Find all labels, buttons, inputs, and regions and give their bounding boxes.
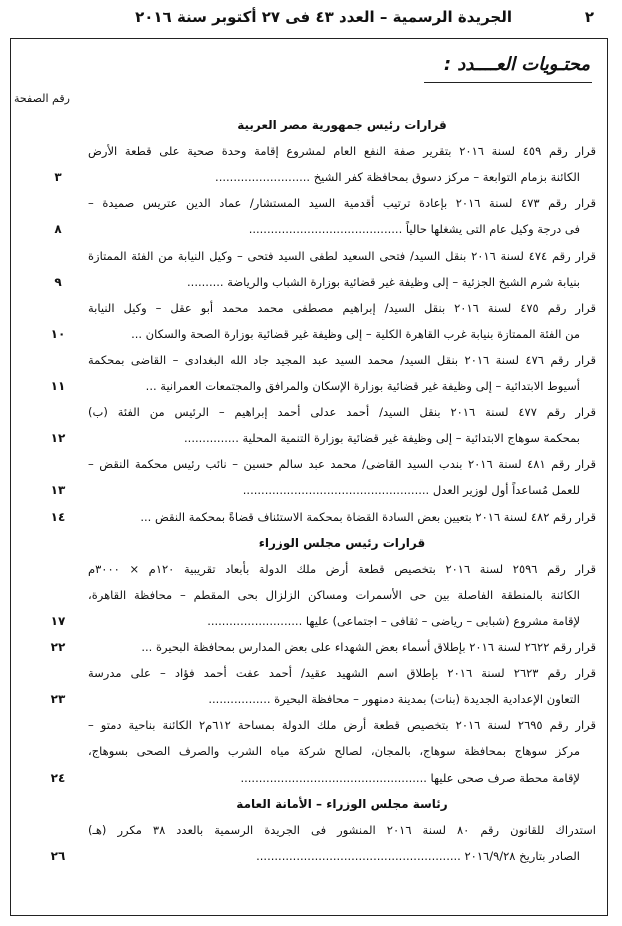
toc-page-number: ٢٣ [50,692,66,707]
toc-entry-last-line: أسيوط الابتدائية – إلى وظيفة غير قضائية بوزارة الإسكان والمرافق والمجتمعات العمرانية ... [145,379,580,393]
toc-page-number: ٢٤ [50,770,66,785]
toc-page-number: ١٧ [50,613,66,628]
toc-entry-line: قرار رقم ٢٥٩٦ لسنة ٢٠١٦ بتخصيص قطعة أرض ملك الدولة بأبعاد تقريبية ١٢٠م × ٣٠٠٠م [88,561,596,576]
page-header [0,6,622,32]
toc-entry-line: قرار رقم ٤٧٤ لسنة ٢٠١٦ بنقل السيد/ فتحى السعيد لطفى السيد فتحى – وكيل النيابة من الفئة الممتازة [88,248,596,263]
toc-entry-last-line: فى درجة وكيل عام التى يشغلها حالياً .......................................... [248,222,580,237]
toc-entry-last-line: قرار رقم ٤٨٢ لسنة ٢٠١٦ بتعيين بعض السادة القضاة بمحكمة الاستئناف قضاةً بمحكمة النقض ... [140,509,596,524]
toc-page-number: ١٤ [50,509,66,524]
section-heading: قرارات رئيس جمهورية مصر العربية [237,118,447,132]
toc-entry-line: مركز سوهاج بمحافظة سوهاج، بالمجان، لصالح شركة مياه الشرب والصرف الصحى بسوهاج، [88,744,580,759]
toc-entry-line: استدراك للقانون رقم ٨٠ لسنة ٢٠١٦ المنشور فى الجريدة الرسمية بالعدد ٣٨ مكرر (هـ) [88,822,596,837]
gazette-header-title: الجريدة الرسمية – العدد ٤٣ فى ٢٧ أكتوبر سنة ٢٠١٦ [135,8,512,26]
section-heading: رئاسة مجلس الوزراء – الأمانة العامة [236,796,448,811]
toc-title-underline [424,82,592,83]
toc-entry-line: قرار رقم ٤٧٦ لسنة ٢٠١٦ بنقل السيد/ محمد السيد عبد المجيد جاد الله البغدادى – القاضى بمحكمة [88,352,596,367]
toc-entry-last-line: الصادر بتاريخ ٢٠١٦/٩/٢٨ ........................................................ [256,848,580,863]
toc-entry-last-line: الكائنة بزمام التوابعة – مركز دسوق بمحافظة كفر الشيخ .......................... [215,170,580,185]
toc-entry-line: قرار رقم ٤٧٣ لسنة ٢٠١٦ بإعادة ترتيب أقدمية السيد المستشار/ عماد الدين عتريس صميدة – [88,196,596,211]
toc-entry-line: قرار رقم ٤٧٧ لسنة ٢٠١٦ بنقل السيد/ أحمد عدلى أحمد إبراهيم – الرئيس من الفئة (ب) [88,405,596,420]
toc-page-number: ١٣ [50,483,66,498]
section-heading: قرارات رئيس مجلس الوزراء [258,535,426,550]
toc-entry-line: قرار رقم ٢٦٩٥ لسنة ٢٠١٦ بتخصيص قطعة أرض ملك الدولة بمساحة ٦١٢م٢ الكائنة بناحية دمتو – [88,718,596,733]
toc-entry-line: قرار رقم ٤٨١ لسنة ٢٠١٦ بندب السيد القاضى/ محمد عبد سالم حسين – نائب رئيس محكمة النقض – [88,457,596,472]
toc-entry-last-line: التعاون الإعدادية الجديدة (بنات) بمدينة دمنهور – محافظة البحيرة ................. [208,692,580,707]
toc-page-number: ٩ [54,274,62,289]
toc-entry-last-line: قرار رقم ٢٦٢٢ لسنة ٢٠١٦ بإطلاق أسماء بعض الشهداء على بعض المدارس بمحافظة البحيرة ... [141,640,596,654]
toc-page-number: ١١ [50,379,66,393]
toc-entry-line: قرار رقم ٢٦٢٣ لسنة ٢٠١٦ بإطلاق اسم الشهيد عقيد/ أحمد عفت أحمد فؤاد – على مدرسة [88,666,596,681]
toc-entry-line: قرار رقم ٤٥٩ لسنة ٢٠١٦ بتقرير صفة النفع العام لمشروع إقامة وحدة صحية على قطعة الأرض [88,144,596,159]
toc-entry-last-line: للعمل مُساعداً أول لوزير العدل ................................................... [242,483,580,498]
toc-title: محتـويات العــــدد : [443,54,590,75]
toc-entry-line: قرار رقم ٤٧٥ لسنة ٢٠١٦ بنقل السيد/ إبراهيم مصطفى محمد محمد أبو عقل – وكيل النيابة [88,300,596,315]
toc-page-number: ٢٦ [50,848,66,863]
toc-entry-last-line: لإقامة مشروع (شبابى – رياضى – ثقافى – اجتماعى) عليها .......................... [207,613,580,628]
toc-page-number: ٨ [54,222,62,237]
toc-page-number: ٣ [54,170,62,185]
toc-entry-last-line: لإقامة محطة صرف صحى عليها ................................................... [240,770,580,785]
toc-entry-last-line: من الفئة الممتازة بنيابة غرب القاهرة الكلية – إلى وظيفة غير قضائية بوزارة الصحة والسكان ... [131,326,580,341]
page-column-label: رقم الصفحة [14,92,70,105]
toc-entry-last-line: بمحكمة سوهاج الابتدائية – إلى وظيفة غير قضائية بوزارة التنمية المحلية ............... [184,431,580,446]
toc-page-number: ١٠ [50,326,66,341]
toc-entry-last-line: بنيابة شرم الشيخ الجزئية – إلى وظيفة غير قضائية بوزارة الشباب والرياضة .......... [187,274,580,289]
toc-page-number: ١٢ [50,431,66,446]
toc-entry-line: الكائنة بالمنطقة الفاصلة بين حى الأسمرات ومساكن الزلزال بحى المقطم – محافظة القاهرة، [88,587,580,602]
page-number: ٢ [584,8,594,26]
toc-page-number: ٢٢ [50,640,66,654]
